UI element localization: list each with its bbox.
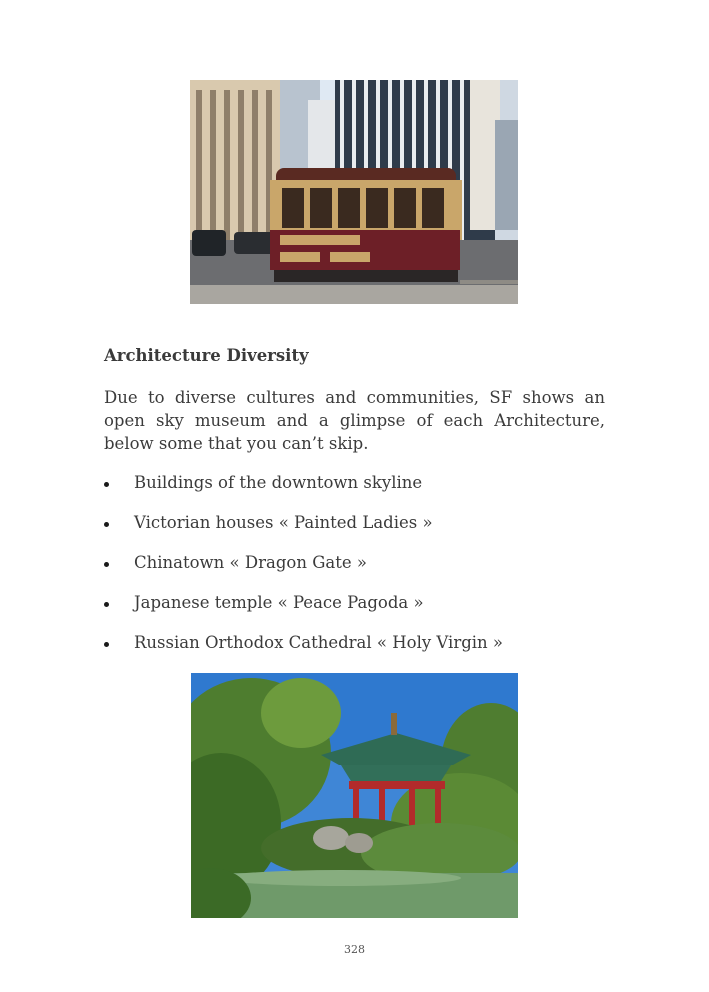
bullet-icon <box>104 642 109 647</box>
page-number: 328 <box>344 943 365 956</box>
pagoda-photo <box>191 673 518 918</box>
section-paragraph: Due to diverse cultures and communities, SF shows an open sky museum and a glimpse of each Architecture, below some that you can’t skip. <box>104 388 605 453</box>
list-item-text: Russian Orthodox Cathedral « Holy Virgin » <box>134 633 504 652</box>
list-item-text: Chinatown « Dragon Gate » <box>134 553 367 572</box>
bullet-icon <box>104 602 109 607</box>
bullet-icon <box>104 522 109 527</box>
list-item-text: Buildings of the downtown skyline <box>134 473 423 492</box>
list-item-text: Japanese temple « Peace Pagoda » <box>134 593 424 612</box>
bullet-icon <box>104 562 109 567</box>
list-item-text: Victorian houses « Painted Ladies » <box>134 513 433 532</box>
section-heading: Architecture Diversity <box>104 346 309 365</box>
bullet-icon <box>104 482 109 487</box>
cable-car-photo <box>190 80 518 304</box>
